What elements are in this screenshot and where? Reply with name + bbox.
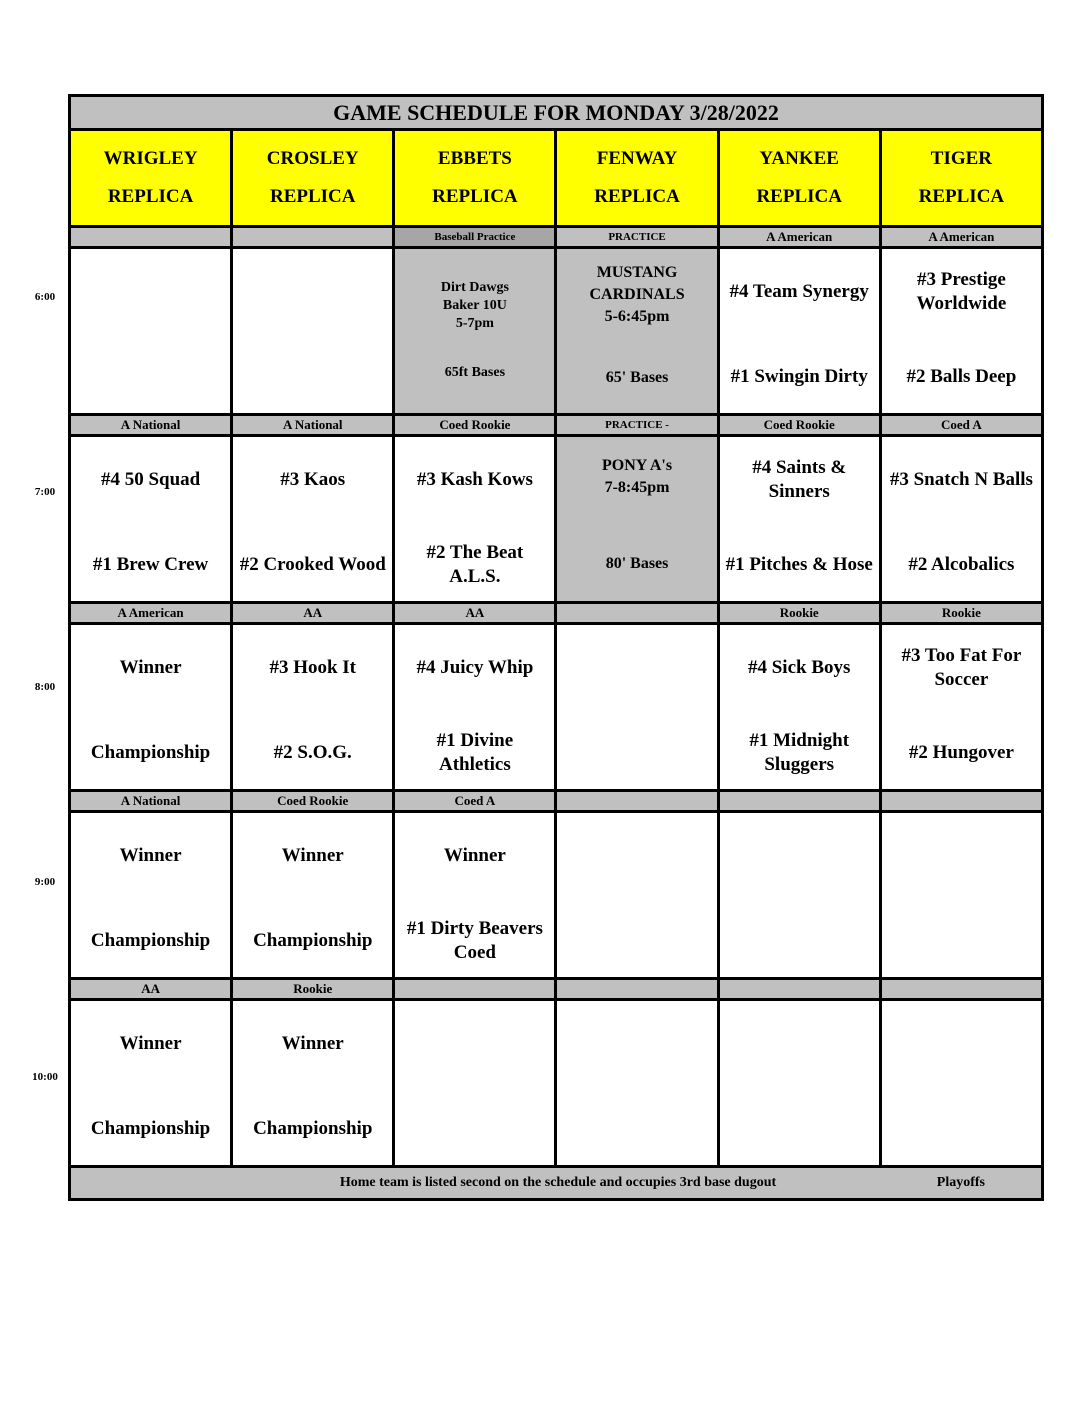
game-cell (880, 248, 1042, 415)
field-name: YANKEE (759, 148, 839, 169)
division-label: PRACTICE - (556, 415, 718, 436)
division-row-6pm (70, 227, 1043, 248)
division-label: A National (232, 415, 394, 436)
home-team: #1 Divine Athletics (436, 730, 514, 775)
division-row-7pm (70, 415, 1043, 436)
division-label: Rookie (718, 603, 880, 624)
field-header-yankee (718, 130, 880, 227)
away-team: #4 Sick Boys (747, 657, 851, 678)
home-team: Championship (253, 1118, 373, 1139)
footer-content (71, 1175, 1041, 1191)
game-cell (880, 1000, 1042, 1167)
home-team: #1 Dirty Beavers Coed (406, 918, 543, 963)
away-team: #3 Kash Kows (416, 469, 533, 490)
division-label: A American (70, 603, 232, 624)
division-label: A American (880, 227, 1042, 248)
game-row-10pm (70, 1000, 1043, 1167)
game-cell (232, 1000, 394, 1167)
game-cell (556, 624, 718, 791)
game-cell (556, 1000, 718, 1167)
field-sub: REPLICA (107, 186, 194, 207)
away-team: #4 Team Synergy (729, 281, 869, 302)
away-team: #3 Prestige Worldwide (916, 269, 1007, 314)
away-team: #4 Juicy Whip (416, 657, 534, 678)
division-label (232, 227, 394, 248)
division-label: Coed Rookie (232, 791, 394, 812)
field-sub: REPLICA (432, 186, 518, 207)
game-cell (394, 1000, 556, 1167)
away-team: Winner (281, 845, 344, 866)
away-team: #4 Saints & Sinners (752, 457, 847, 502)
division-label: AA (70, 979, 232, 1000)
away-team: Winner (281, 1033, 344, 1054)
game-cell (70, 1000, 232, 1167)
away-team: #4 50 Squad (100, 469, 201, 490)
field-header-tiger (880, 130, 1042, 227)
away-team: #3 Snatch N Balls (889, 469, 1033, 490)
practice-bases: 65' Bases (605, 369, 669, 386)
division-label: AA (394, 603, 556, 624)
home-team: #2 Balls Deep (906, 366, 1017, 387)
division-label (718, 791, 880, 812)
game-cell (232, 624, 394, 791)
field-header-ebbets (394, 130, 556, 227)
game-cell (394, 812, 556, 979)
division-label (556, 791, 718, 812)
division-label (718, 979, 880, 1000)
division-label (556, 979, 718, 1000)
division-label (880, 791, 1042, 812)
footer-cell (70, 1167, 1043, 1200)
game-row-7pm (70, 436, 1043, 603)
division-row-10pm (70, 979, 1043, 1000)
field-name: CROSLEY (266, 148, 359, 169)
practice-bases: 80' Bases (605, 555, 669, 572)
game-cell (70, 624, 232, 791)
field-header-wrigley (70, 130, 232, 227)
division-label: A National (70, 415, 232, 436)
field-sub: REPLICA (918, 186, 1005, 207)
away-team: #3 Kaos (280, 469, 346, 490)
game-row-9pm (70, 812, 1043, 979)
home-team: Championship (90, 1118, 211, 1139)
game-row-6pm (70, 248, 1043, 415)
schedule-title: GAME SCHEDULE FOR MONDAY 3/28/2022 (70, 96, 1043, 130)
away-team: #3 Too Fat For Soccer (901, 645, 1022, 690)
practice-cell (394, 248, 556, 415)
home-team: #1 Swingin Dirty (730, 366, 868, 387)
home-team: #2 The Beat A.L.S. (426, 542, 524, 587)
division-label: Baseball Practice (394, 227, 556, 248)
division-label: Coed Rookie (394, 415, 556, 436)
game-cell (70, 248, 232, 415)
division-label: A American (718, 227, 880, 248)
practice-note: MUSTANG CARDINALS 5-6:45pm (589, 264, 685, 325)
game-cell (718, 248, 880, 415)
field-name: FENWAY (596, 148, 678, 169)
away-team: Winner (443, 845, 506, 866)
game-cell (394, 624, 556, 791)
practice-cell (556, 248, 718, 415)
home-team: #1 Pitches & Hose (725, 554, 873, 575)
field-name: EBBETS (437, 148, 512, 169)
game-cell (70, 812, 232, 979)
division-label: Coed A (880, 415, 1042, 436)
division-label: Rookie (232, 979, 394, 1000)
game-cell (394, 436, 556, 603)
away-team: Winner (119, 657, 182, 678)
time-label-9pm: 9:00 (34, 876, 56, 888)
practice-bases: 65ft Bases (444, 365, 506, 380)
away-team: Winner (119, 1033, 182, 1054)
game-cell (880, 436, 1042, 603)
away-team: #3 Hook It (269, 657, 357, 678)
field-sub: REPLICA (756, 186, 842, 207)
field-name: TIGER (930, 148, 993, 169)
time-label-8pm: 8:00 (34, 681, 56, 693)
division-label (556, 603, 718, 624)
practice-note: Dirt Dawgs Baker 10U 5-7pm (440, 280, 509, 331)
home-team: #2 Crooked Wood (239, 554, 386, 575)
home-team: #1 Brew Crew (92, 554, 209, 575)
footer-note: Home team is listed second on the schedule and occupies 3rd base dugout (339, 1175, 777, 1190)
game-cell (718, 624, 880, 791)
schedule-table (68, 94, 1044, 1201)
time-label-10pm: 10:00 (32, 1071, 58, 1083)
home-team: #2 Hungover (908, 742, 1014, 763)
field-sub: REPLICA (594, 186, 680, 207)
game-cell (232, 812, 394, 979)
game-cell (718, 1000, 880, 1167)
practice-note: PONY A's 7-8:45pm (602, 457, 673, 496)
game-cell (718, 436, 880, 603)
home-team: #2 Alcobalics (908, 554, 1015, 575)
division-label (394, 979, 556, 1000)
home-team: #1 Midnight Sluggers (749, 730, 850, 775)
home-team: #2 S.O.G. (273, 742, 352, 763)
footer-row (70, 1167, 1043, 1200)
field-sub: REPLICA (269, 186, 356, 207)
home-team: Championship (90, 742, 211, 763)
playoffs-label: Playoffs (936, 1175, 985, 1190)
game-cell (556, 812, 718, 979)
division-label: Coed Rookie (718, 415, 880, 436)
division-label: AA (232, 603, 394, 624)
time-label-7pm: 7:00 (34, 486, 56, 498)
game-cell (70, 436, 232, 603)
field-header-row (70, 130, 1043, 227)
away-team: Winner (119, 845, 182, 866)
home-team: Championship (253, 930, 373, 951)
game-cell (880, 624, 1042, 791)
game-cell (232, 248, 394, 415)
game-cell (232, 436, 394, 603)
field-header-crosley (232, 130, 394, 227)
division-label: A National (70, 791, 232, 812)
game-row-8pm (70, 624, 1043, 791)
game-cell (880, 812, 1042, 979)
home-team: Championship (90, 930, 211, 951)
practice-cell (556, 436, 718, 603)
division-label (880, 979, 1042, 1000)
division-label: Rookie (880, 603, 1042, 624)
game-cell (718, 812, 880, 979)
division-label (70, 227, 232, 248)
division-row-9pm (70, 791, 1043, 812)
division-row-8pm (70, 603, 1043, 624)
field-header-fenway (556, 130, 718, 227)
division-label: Coed A (394, 791, 556, 812)
field-name: WRIGLEY (103, 148, 198, 169)
time-label-6pm: 6:00 (34, 291, 56, 303)
division-label: PRACTICE (556, 227, 718, 248)
